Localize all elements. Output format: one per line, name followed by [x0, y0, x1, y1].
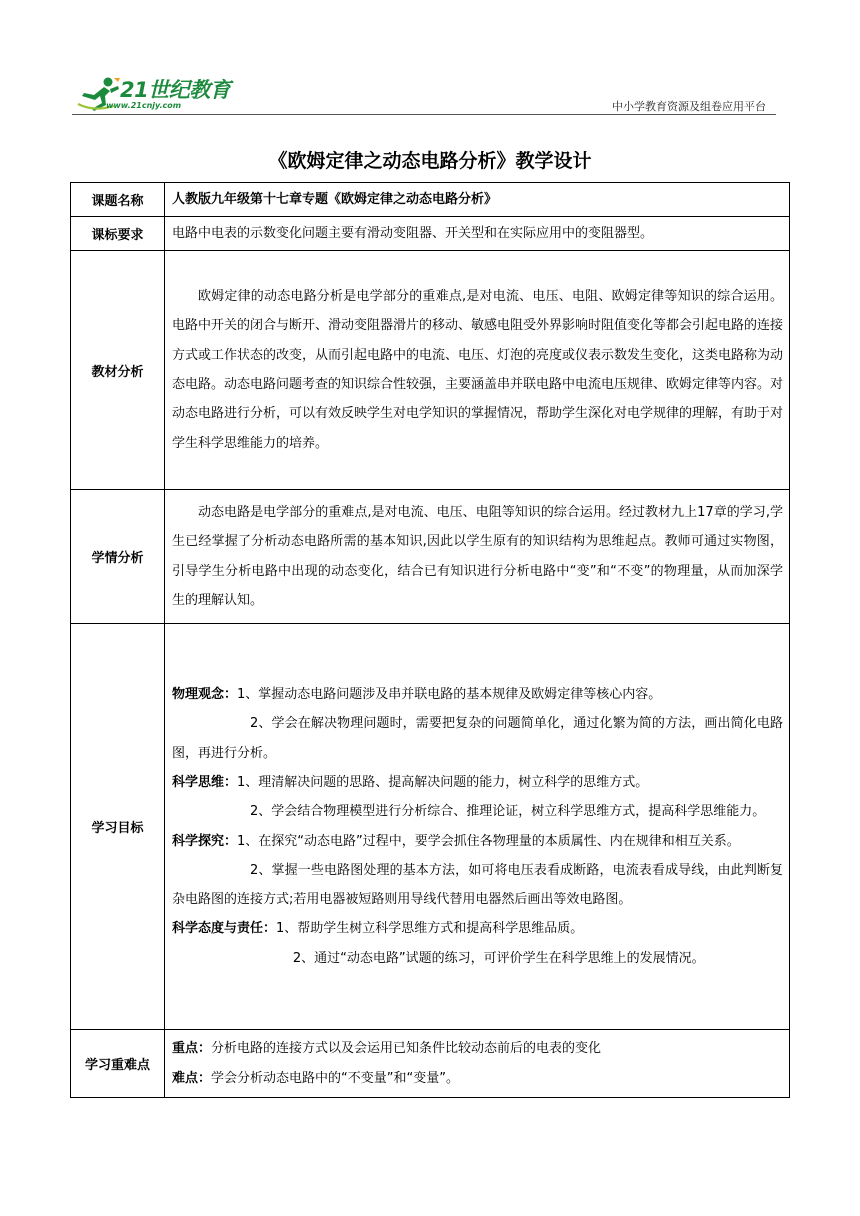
objective-physics-2: 2、学会在解决物理问题时，需要把复杂的问题简单化，通过化繁为简的方法，画出简化电路图，再进行分析。	[172, 716, 783, 761]
label-key-points: 学习重难点	[71, 1030, 165, 1098]
objective-thinking-2: 2、学会结合物理模型进行分析综合、推理论证，树立科学思维方式，提高科学思维能力。	[250, 804, 766, 820]
focus-text: 分析电路的连接方式以及会运用已知条件比较动态前后的电表的变化	[211, 1041, 602, 1057]
inquiry-heading: 科学探究：	[172, 833, 238, 849]
value-material	[165, 251, 790, 490]
objective-inquiry-2: 2、掌握一些电路图处理的基本方法，如可将电压表看成断路，电流表看成导线，由此判断复杂电路图的连接方式;若用电器被短路则用导线代替用电器然后画出等效电路图。	[172, 862, 783, 908]
objective-attitude-2: 2、通过“动态电路”试题的练习，可评价学生在科学思维上的发展情况。	[292, 950, 705, 966]
course-name-text: 人教版九年级第十七章专题《欧姆定律之动态电路分析》	[172, 191, 498, 207]
page-header	[72, 66, 776, 118]
focus-line	[172, 1034, 783, 1063]
focus-heading: 重点：	[172, 1041, 212, 1057]
value-students	[165, 490, 790, 624]
thinking-heading: 科学思维：	[172, 774, 238, 790]
label-objectives: 学习目标	[71, 624, 165, 1030]
value-key-points	[165, 1030, 790, 1098]
logo-url: www.21cnjy.com	[106, 101, 182, 110]
objective-physics-1	[172, 680, 783, 709]
lesson-plan-table	[70, 182, 790, 1098]
label-standard: 课标要求	[71, 217, 165, 251]
value-objectives	[165, 624, 790, 1030]
material-text: 欧姆定律的动态电路分析是电学部分的重难点,是对电流、电压、电阻、欧姆定律等知识的综合运用。电路中开关的闭合与断开、滑动变阻器滑片的移动、敏感电阻受外界影响时阻值变化等都会引起电路的连接方式或工作状态的改变，从而引起电路中的电流、电压、灯泡的亮度或仪表示数发生变化，这类电路称为动态电路。动态电路问题考查的知识综合性较强，主要涵盖串并联电路中电流电压规律、欧姆定律等内容。对动态电路进行分析，可以有效反映学生对电学知识的掌握情况，帮助学生深化对电学规律的理解，有助于对学生科学思维能力的培养。	[172, 289, 784, 451]
label-material: 教材分析	[71, 251, 165, 490]
row-students	[71, 490, 790, 624]
objective-thinking-1	[172, 768, 783, 797]
row-course-name	[71, 183, 790, 217]
attitude-heading: 科学态度与责任：	[172, 921, 277, 937]
value-course-name	[165, 183, 790, 217]
attitude-item-1: 1、帮助学生树立科学思维方式和提高科学思维品质。	[276, 921, 584, 937]
thinking-item-1: 1、理清解决问题的思路、提高解决问题的能力，树立科学的思维方式。	[237, 774, 649, 790]
row-material	[71, 251, 790, 490]
inquiry-item-1: 1、在探究“动态电路”过程中，要学会抓住各物理量的本质属性、内在规律和相互关系。	[237, 833, 740, 849]
row-key-points	[71, 1030, 790, 1098]
objective-attitude-1	[172, 914, 783, 943]
row-standard	[71, 217, 790, 251]
objective-inquiry-1	[172, 827, 783, 856]
row-objectives	[71, 624, 790, 1030]
platform-name: 中小学教育资源及组卷应用平台	[612, 100, 766, 113]
document-title: 《欧姆定律之动态电路分析》教学设计	[268, 150, 592, 172]
logo-wordmark: 21世纪教育	[120, 78, 231, 102]
physics-item-1: 1、掌握动态电路问题涉及串并联电路的基本规律及欧姆定律等核心内容。	[237, 687, 662, 703]
header-divider	[72, 114, 776, 115]
label-students: 学情分析	[71, 490, 165, 624]
standard-text: 电路中电表的示数变化问题主要有滑动变阻器、开关型和在实际应用中的变阻器型。	[172, 225, 654, 241]
students-text: 动态电路是电学部分的重难点,是对电流、电压、电阻等知识的综合运用。经过教材九上17章的学习,学生已经掌握了分析动态电路所需的基本知识,因此以学生原有的知识结构为思维起点。教师可通过实物图，引导学生分析电路中出现的动态变化，结合已有知识进行分析电路中“变”和“不变”的物理量，从而加深学生的理解认知。	[172, 504, 783, 608]
difficulty-heading: 难点：	[172, 1070, 212, 1086]
site-logo[interactable]	[72, 70, 242, 114]
label-course-name: 课题名称	[71, 183, 165, 217]
difficulty-line	[172, 1064, 783, 1093]
physics-heading: 物理观念：	[172, 687, 238, 703]
value-standard	[165, 217, 790, 251]
difficulty-text: 学会分析动态电路中的“不变量”和“变量”。	[211, 1070, 459, 1086]
